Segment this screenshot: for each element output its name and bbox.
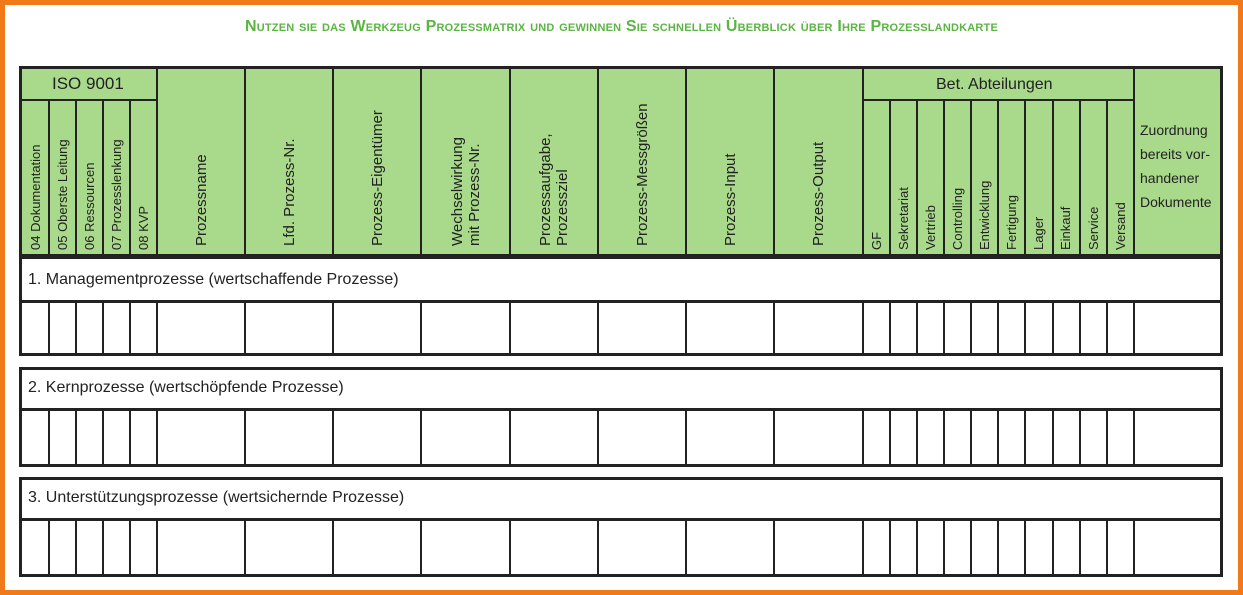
cell-divider bbox=[1079, 521, 1081, 574]
page-title: Nutzen sie das Werkzeug Prozessmatrix und gewinnen Sie schnellen Überblick über Ihre Prozesslandkarte bbox=[244, 18, 999, 35]
col-divider bbox=[102, 99, 104, 257]
cell-divider bbox=[75, 303, 77, 353]
col-prozess-output: Prozess-Output bbox=[810, 141, 827, 246]
col-divider bbox=[773, 69, 775, 257]
cell-divider bbox=[597, 303, 599, 353]
col-divider bbox=[244, 69, 246, 257]
iso-col-prozesslenkung: 07 Prozesslenkung bbox=[109, 139, 124, 250]
cell-divider bbox=[332, 521, 334, 574]
cell-divider bbox=[156, 411, 158, 464]
col-divider bbox=[862, 69, 864, 257]
section-management bbox=[19, 256, 1223, 356]
col-prozess-messgroessen: Prozess-Messgrößen bbox=[634, 103, 651, 246]
cell-divider bbox=[102, 521, 104, 574]
cell-divider bbox=[916, 303, 918, 353]
col-prozessaufgabe: Prozessaufgabe, bbox=[537, 133, 554, 246]
col-divider bbox=[597, 69, 599, 257]
cell-divider bbox=[1106, 411, 1108, 464]
col-divider bbox=[156, 69, 158, 257]
cell-divider bbox=[997, 521, 999, 574]
cell-divider bbox=[129, 521, 131, 574]
cell-divider bbox=[943, 303, 945, 353]
zuordnung-line: handener bbox=[1140, 170, 1200, 186]
section-unterstuetzung bbox=[19, 477, 1223, 577]
col-divider bbox=[997, 99, 999, 257]
cell-divider bbox=[156, 521, 158, 574]
cell-divider bbox=[48, 411, 50, 464]
col-divider bbox=[75, 99, 77, 257]
col-divider bbox=[509, 69, 511, 257]
col-divider bbox=[129, 99, 131, 257]
cell-divider bbox=[1079, 303, 1081, 353]
cell-divider bbox=[997, 303, 999, 353]
col-prozessaufgabe-2: Prozessziel bbox=[554, 169, 571, 246]
section-kern bbox=[19, 367, 1223, 467]
dept-col-versand: Versand bbox=[1113, 202, 1128, 250]
col-divider bbox=[1024, 99, 1026, 257]
cell-divider bbox=[889, 521, 891, 574]
dept-group-label: Bet. Abteilungen bbox=[936, 76, 1053, 93]
dept-col-controlling: Controlling bbox=[950, 187, 965, 250]
col-divider bbox=[1052, 99, 1054, 257]
iso-col-oberste-leitung: 05 Oberste Leitung bbox=[55, 139, 70, 250]
col-divider bbox=[1079, 99, 1081, 257]
cell-divider bbox=[1052, 411, 1054, 464]
cell-divider bbox=[916, 521, 918, 574]
iso-col-kvp: 08 KVP bbox=[136, 205, 151, 250]
cell-divider bbox=[889, 303, 891, 353]
iso-col-ressourcen: 06 Ressourcen bbox=[82, 162, 97, 250]
cell-divider bbox=[420, 303, 422, 353]
cell-divider bbox=[420, 521, 422, 574]
cell-divider bbox=[773, 411, 775, 464]
dept-col-lager: Lager bbox=[1031, 216, 1046, 250]
col-divider bbox=[332, 69, 334, 257]
col-wechselwirkung: Wechselwirkung bbox=[449, 137, 466, 246]
cell-divider bbox=[244, 411, 246, 464]
cell-divider bbox=[862, 521, 864, 574]
cell-divider bbox=[75, 411, 77, 464]
iso-group-divider bbox=[22, 99, 158, 101]
cell-divider bbox=[685, 521, 687, 574]
cell-divider bbox=[1052, 521, 1054, 574]
dept-col-einkauf: Einkauf bbox=[1058, 206, 1073, 250]
cell-divider bbox=[862, 303, 864, 353]
cell-divider bbox=[970, 521, 972, 574]
cell-divider bbox=[1106, 303, 1108, 353]
cell-divider bbox=[916, 411, 918, 464]
col-divider bbox=[420, 69, 422, 257]
col-prozess-input: Prozess-Input bbox=[722, 153, 739, 246]
cell-divider bbox=[1024, 411, 1026, 464]
cell-divider bbox=[1133, 303, 1135, 353]
section-cells bbox=[22, 303, 1220, 353]
cell-divider bbox=[48, 521, 50, 574]
cell-divider bbox=[420, 411, 422, 464]
col-prozessname: Prozessname bbox=[193, 154, 210, 246]
cell-divider bbox=[1079, 411, 1081, 464]
zuordnung-line: Zuordnung bbox=[1140, 122, 1208, 138]
cell-divider bbox=[862, 411, 864, 464]
dept-col-entwicklung: Entwicklung bbox=[977, 180, 992, 250]
cell-divider bbox=[1024, 521, 1026, 574]
col-divider bbox=[1106, 99, 1108, 257]
cell-divider bbox=[1133, 411, 1135, 464]
dept-col-gf: GF bbox=[869, 231, 884, 250]
cell-divider bbox=[773, 521, 775, 574]
cell-divider bbox=[597, 411, 599, 464]
cell-divider bbox=[773, 303, 775, 353]
section-label: 3. Unterstützungsprozesse (wertsichernde Prozesse) bbox=[28, 489, 405, 506]
iso-col-dokumentation: 04 Dokumentation bbox=[28, 144, 43, 250]
cell-divider bbox=[889, 411, 891, 464]
section-cells bbox=[22, 521, 1220, 574]
cell-divider bbox=[597, 521, 599, 574]
cell-divider bbox=[244, 303, 246, 353]
cell-divider bbox=[102, 411, 104, 464]
iso-group-label: ISO 9001 bbox=[52, 74, 124, 93]
cell-divider bbox=[943, 521, 945, 574]
col-divider bbox=[48, 99, 50, 257]
cell-divider bbox=[970, 303, 972, 353]
cell-divider bbox=[102, 303, 104, 353]
dept-col-vertrieb: Vertrieb bbox=[923, 205, 938, 250]
zuordnung-line: Dokumente bbox=[1140, 194, 1212, 210]
col-divider bbox=[943, 99, 945, 257]
col-divider bbox=[685, 69, 687, 257]
cell-divider bbox=[1133, 521, 1135, 574]
section-label: 2. Kernprozesse (wertschöpfende Prozesse) bbox=[28, 379, 344, 396]
dept-col-fertigung: Fertigung bbox=[1004, 195, 1019, 250]
dept-col-sekretariat: Sekretariat bbox=[896, 187, 911, 250]
cell-divider bbox=[1024, 303, 1026, 353]
col-wechselwirkung-2: mit Prozess-Nr. bbox=[466, 143, 483, 246]
col-prozess-eigentuemer: Prozess-Eigentümer bbox=[369, 110, 386, 246]
cell-divider bbox=[970, 411, 972, 464]
section-label: 1. Managementprozesse (wertschaffende Prozesse) bbox=[28, 271, 399, 288]
cell-divider bbox=[943, 411, 945, 464]
col-divider bbox=[1133, 69, 1135, 257]
section-cells bbox=[22, 411, 1220, 464]
cell-divider bbox=[1106, 521, 1108, 574]
cell-divider bbox=[332, 303, 334, 353]
cell-divider bbox=[129, 303, 131, 353]
dept-col-service: Service bbox=[1086, 206, 1101, 250]
col-divider bbox=[916, 99, 918, 257]
cell-divider bbox=[997, 411, 999, 464]
cell-divider bbox=[75, 521, 77, 574]
cell-divider bbox=[509, 521, 511, 574]
col-divider bbox=[970, 99, 972, 257]
cell-divider bbox=[129, 411, 131, 464]
cell-divider bbox=[332, 411, 334, 464]
cell-divider bbox=[1052, 303, 1054, 353]
cell-divider bbox=[156, 303, 158, 353]
cell-divider bbox=[48, 303, 50, 353]
dept-group-divider bbox=[863, 99, 1135, 101]
cell-divider bbox=[509, 411, 511, 464]
cell-divider bbox=[509, 303, 511, 353]
zuordnung-line: bereits vor- bbox=[1140, 146, 1211, 162]
col-divider bbox=[889, 99, 891, 257]
cell-divider bbox=[685, 411, 687, 464]
col-lfd-prozess-nr: Lfd. Prozess-Nr. bbox=[281, 138, 298, 246]
cell-divider bbox=[685, 303, 687, 353]
cell-divider bbox=[244, 521, 246, 574]
col-zuordnung bbox=[1140, 118, 1212, 214]
